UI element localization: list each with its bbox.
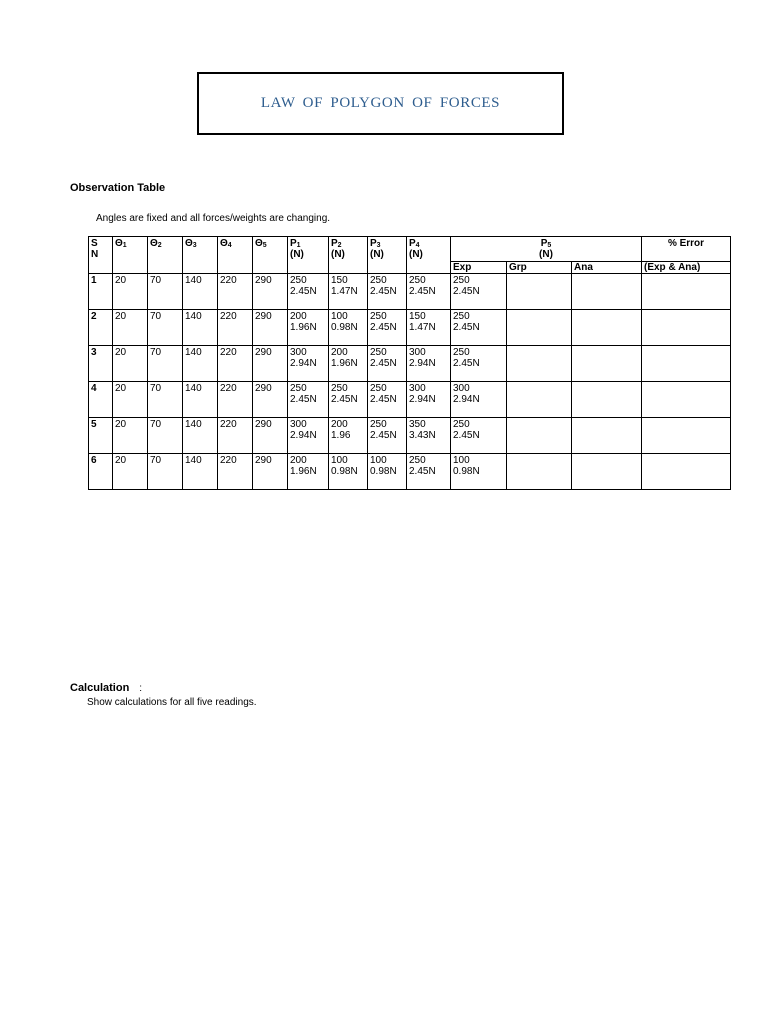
cell-p5-exp: 250 2.45N [451,346,507,382]
header-theta-4: $\Theta_4$ [218,237,253,274]
cell-theta-5: 290 [253,418,288,454]
cell-theta-4: 220 [218,310,253,346]
header-p5: $P_5$ (N) [451,237,642,262]
cell-p5-ana [572,418,642,454]
header-p3: $P_3$ (N) [368,237,407,274]
cell-p3: 250 2.45N [368,310,407,346]
cell-p4: 350 3.43N [407,418,451,454]
header-theta-2: $\Theta_2$ [148,237,183,274]
header-error-sub: (Exp & Ana) [642,262,731,274]
cell-error [642,382,731,418]
cell-theta-5: 290 [253,454,288,490]
cell-theta-1: 20 [113,454,148,490]
cell-error [642,310,731,346]
cell-p4: 150 1.47N [407,310,451,346]
header-p4: $P_4$ (N) [407,237,451,274]
observation-heading: Observation Table [70,182,166,194]
cell-theta-5: 290 [253,382,288,418]
header-p5-grp: Grp [507,262,572,274]
cell-theta-1: 20 [113,346,148,382]
cell-p2: 200 1.96N [329,346,368,382]
cell-error [642,346,731,382]
cell-theta-4: 220 [218,418,253,454]
cell-theta-1: 20 [113,418,148,454]
cell-theta-3: 140 [183,382,218,418]
header-p2: $P_2$ (N) [329,237,368,274]
cell-p1: 250 2.45N [288,382,329,418]
cell-p2: 250 2.45N [329,382,368,418]
cell-p3: 250 2.45N [368,346,407,382]
cell-p2: 100 0.98N [329,454,368,490]
header-p5-exp: Exp [451,262,507,274]
cell-p5-grp [507,310,572,346]
calculation-heading: Calculation : [70,682,143,694]
cell-p5-exp: 250 2.45N [451,418,507,454]
table-row [89,310,731,346]
cell-theta-2: 70 [148,310,183,346]
cell-p5-grp [507,454,572,490]
table-row [89,382,731,418]
table-row [89,418,731,454]
header-error: % Error [642,237,731,262]
cell-theta-3: 140 [183,454,218,490]
cell-sn: 2 [89,310,113,346]
cell-p4: 300 2.94N [407,346,451,382]
cell-p3: 250 2.45N [368,274,407,310]
cell-p1: 250 2.45N [288,274,329,310]
cell-sn: 3 [89,346,113,382]
cell-error [642,274,731,310]
cell-theta-2: 70 [148,274,183,310]
cell-p1: 200 1.96N [288,454,329,490]
cell-p5-exp: 300 2.94N [451,382,507,418]
cell-theta-3: 140 [183,310,218,346]
cell-p5-ana [572,454,642,490]
cell-sn: 1 [89,274,113,310]
cell-theta-1: 20 [113,310,148,346]
cell-error [642,418,731,454]
cell-theta-3: 140 [183,274,218,310]
table-row [89,346,731,382]
calculation-note: Show calculations for all five readings. [87,697,257,708]
cell-theta-2: 70 [148,454,183,490]
cell-p5-ana [572,382,642,418]
cell-error [642,454,731,490]
header-p1: $P_1$ (N) [288,237,329,274]
cell-theta-3: 140 [183,346,218,382]
cell-p4: 250 2.45N [407,454,451,490]
cell-p5-grp [507,274,572,310]
cell-theta-5: 290 [253,346,288,382]
header-theta-1: $\Theta_1$ [113,237,148,274]
cell-p3: 250 2.45N [368,382,407,418]
cell-theta-4: 220 [218,454,253,490]
cell-p5-exp: 250 2.45N [451,310,507,346]
page-title: LAW OF POLYGON OF FORCES [260,95,501,111]
calculation-colon: : [139,683,143,694]
cell-p2: 200 1.96 [329,418,368,454]
cell-p5-grp [507,346,572,382]
cell-sn: 6 [89,454,113,490]
cell-theta-3: 140 [183,418,218,454]
cell-theta-1: 20 [113,382,148,418]
cell-p5-grp [507,418,572,454]
cell-sn: 4 [89,382,113,418]
cell-p5-exp: 250 2.45N [451,274,507,310]
cell-p2: 150 1.47N [329,274,368,310]
cell-theta-5: 290 [253,310,288,346]
cell-p1: 200 1.96N [288,310,329,346]
cell-theta-5: 290 [253,274,288,310]
cell-p1: 300 2.94N [288,418,329,454]
cell-p5-ana [572,346,642,382]
cell-sn: 5 [89,418,113,454]
header-sn: S N [89,237,113,274]
cell-p5-ana [572,310,642,346]
title-box [197,72,564,135]
header-theta-3: $\Theta_3$ [183,237,218,274]
cell-theta-4: 220 [218,346,253,382]
cell-theta-2: 70 [148,382,183,418]
cell-p5-grp [507,382,572,418]
cell-p4: 250 2.45N [407,274,451,310]
cell-theta-2: 70 [148,346,183,382]
table-row [89,454,731,490]
cell-p1: 300 2.94N [288,346,329,382]
cell-p3: 250 2.45N [368,418,407,454]
cell-p4: 300 2.94N [407,382,451,418]
cell-p3: 100 0.98N [368,454,407,490]
cell-theta-1: 20 [113,274,148,310]
observation-note: Angles are fixed and all forces/weights are changing. [96,213,331,224]
header-p5-ana: Ana [572,262,642,274]
cell-p2: 100 0.98N [329,310,368,346]
observation-table [88,236,731,490]
cell-theta-4: 220 [218,274,253,310]
cell-p5-exp: 100 0.98N [451,454,507,490]
cell-theta-2: 70 [148,418,183,454]
cell-theta-4: 220 [218,382,253,418]
cell-p5-ana [572,274,642,310]
header-theta-5: $\Theta_5$ [253,237,288,274]
table-row [89,274,731,310]
